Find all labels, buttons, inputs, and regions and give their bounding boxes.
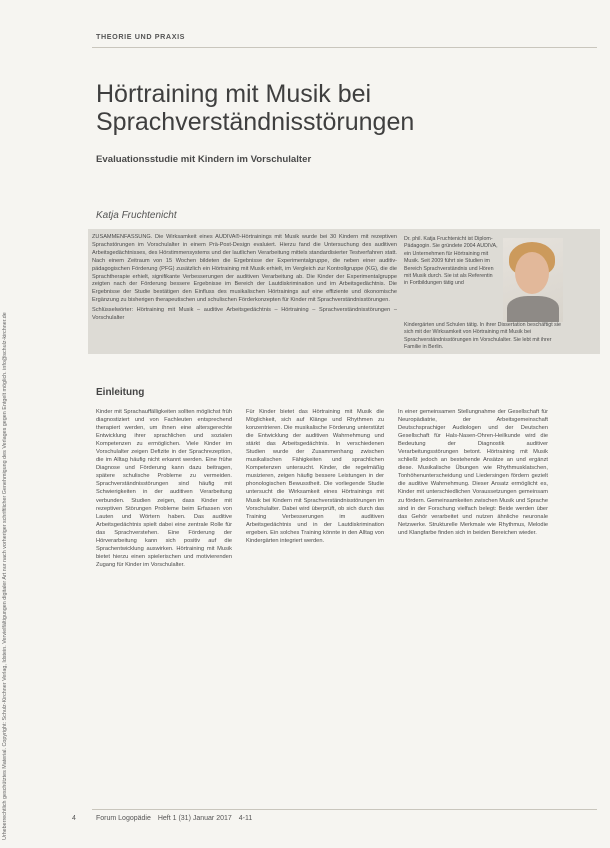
page-range: 4-11 (238, 815, 253, 822)
journal-issue: Heft 1 (31) Januar 2017 (157, 815, 232, 822)
photo-face (515, 252, 549, 294)
photo-body (507, 296, 559, 322)
article-title: Hörtraining mit Musik bei Sprachverständnisstörungen (96, 80, 415, 136)
author-photo (503, 238, 563, 322)
body-column-1: Kinder mit Sprachauffälligkeiten sollten möglichst früh diagnostiziert und von Fachleuten entsprechend therapiert werden, um ihnen eine altersgerechte Entwicklung ihrer sprachlichen und sozialen Kompetenzen zu ermöglichen. Viele Kinder im Vorschulalter zeigen Defizite in der Sprachrezeption, die im Alltag häufig nicht erkannt werden. Eine frühe Diagnose und Förderung kann dazu beitragen, spätere schulische Probleme zu vermeiden. Sprachverständnisstörungen sind häufig mit Schwierigkeiten in der auditiven Verarbeitung verbunden. Studien zeigen, dass Kinder mit rezeptiven Störungen Probleme beim Erfassen von Lauten und Wörtern haben. Das auditive Arbeitsgedächtnis spielt dabei eine zentrale Rolle für das Sprachverstehen. Eine Förderung der Hörverarbeitung kann sich positiv auf die Sprachentwicklung auswirken. Hörtraining mit Musik bietet hierzu einen spielerischen und motivierenden Zugang für Kinder im Vorschulalter. (96, 409, 232, 568)
abstract-text: ZUSAMMENFASSUNG. Die Wirksamkeit eines AUDIVA®-Hörtrainings mit Musik wurde bei 30 Kindern mit rezeptiven Sprachstörungen im Vorschulalter in einem Prä-Post-Design evaluiert. Hierzu fand die Untersuchung des auditiven Arbeitsgedächtnisses, des Hörstimmensystems und der lautlichen Verarbeitung mittels standardisierter Testverfahren statt. Nach einem Zeitraum von 15 Wochen bildeten die Ergebnisse der Experimentalgruppe, die neben einer auditiv-pädagogischen Förderung (PFG) zusätzlich ein Hörtraining mit Musik erhielt, im Vergleich zur Kontrollgruppe (KG), die die Sprachtherapie erhielt, signifikante Verbesserungen der auditiven Verarbeitung ab. Die Kinder der Experimentalgruppe zeigten nach der Förderung bessere Ergebnisse im Bereich der Lautdiskrimination und im Arbeitsgedächtnis. Die Ergebnisse der Studie bestätigen den Einfluss des musikalischen Hörtrainings auf eine effiziente und ökonomische Ergänzung zu bisherigen therapeutischen und schulischen Förderkonzepten für Kinder mit Sprachverständnisstörungen. (92, 234, 397, 304)
body-column-3: In einer gemeinsamen Stellungnahme der Gesellschaft für Neuropädiatrie, der Arbeitsgemeinschaft Deutschsprachiger Audiologen und der Deutschen Gesellschaft für Hals-Nasen-Ohren-Heilkunde wird die Bedeutung der Diagnostik auditiver Verarbeitungsstörungen betont. Hörtraining mit Musik schließt jedoch an bestehende Ansätze an und ergänzt diese. Musikalische Übungen wie Rhythmusklatschen, Tonhöhenunterscheidung und Liedersingen fördern gezielt die auditive Wahrnehmung. Dieser Ansatz ermöglicht es, Kinder mit unterschiedlichen Voraussetzungen gemeinsam zu fördern. Gemeinsamkeiten zwischen Musik und Sprache sind in der Forschung vielfach belegt: Beide werden über das Gehör verarbeitet und nutzen ähnliche neuronale Netzwerke. Strukturelle Merkmale wie Rhythmus, Melodie und Klangfarbe finden sich in beiden Bereichen wieder. (398, 409, 548, 536)
section-heading-intro: Einleitung (96, 387, 145, 398)
author-bio: Dr. phil. Katja Fruchtenicht ist Diplom-Pädagogin. Sie gründete 2004 AUDIVA, ein Unternehmen für Hörtraining mit Musik. Seit 2009 führt sie Studien im Bereich Sprachverständnis und Hören mit Musik durch. Sie ist als Referentin in Fortbildungen tätig und (404, 236, 498, 287)
keywords: Schlüsselwörter: Hörtraining mit Musik – auditive Arbeitsgedächtnis – Hörtraining – Sprachverständnisstörungen – Vorschulalter (92, 307, 397, 322)
abstract (92, 234, 397, 350)
author-bio-continued: Kindergärten und Schulen tätig. In ihrer Dissertation beschäftigt sie sich mit der Wirksamkeit von Hörtraining mit Musik bei Sprachverständnisstörungen im Vorschulalter. Sie lebt mit ihrer Familie in Berlin. (404, 322, 561, 351)
top-divider (92, 47, 597, 48)
section-label: THEORIE UND PRAXIS (96, 32, 186, 41)
copyright-sidenote (2, 150, 16, 840)
footer (96, 815, 252, 822)
page-number: 4 (72, 815, 76, 822)
body-column-2: Für Kinder bietet das Hörtraining mit Musik die Möglichkeit, sich auf Klänge und Rhythmen zu konzentrieren. Die musikalische Förderung unterstützt die Entwicklung der auditiven Wahrnehmung und stärkt das Arbeitsgedächtnis. In verschiedenen Studien wurde der Zusammenhang zwischen musikalischen Fähigkeiten und sprachlichen Kompetenzen untersucht. Kinder, die regelmäßig musizieren, zeigen häufig bessere Leistungen in der phonologischen Bewusstheit. Die vorliegende Studie untersucht die Wirksamkeit eines Hörtrainings mit Musik bei Kindern mit Sprachverständnisstörungen im Vorschulalter. Dabei wird überprüft, ob sich durch das Training Verbesserungen im auditiven Arbeitsgedächtnis und in der Lautdiskrimination ergeben. Ein solches Training könnte in den Alltag von Kindergärten integriert werden. (246, 409, 384, 544)
footer-divider (92, 809, 597, 810)
journal-name: Forum Logopädie (96, 815, 151, 822)
article-subtitle: Evaluationsstudie mit Kindern im Vorschulalter (96, 154, 312, 165)
copyright-text: Urheberrechtlich geschütztes Material. Copyright: Schulz-Kirchner Verlag, Idstein. Vervielfältigungen digitaler Art nur nach vorheriger schriftlicher Genehmigung des Verlages gegen Entgelt möglich. info@schulz-kirchner.de (2, 312, 8, 840)
author-name: Katja Fruchtenicht (96, 210, 177, 221)
